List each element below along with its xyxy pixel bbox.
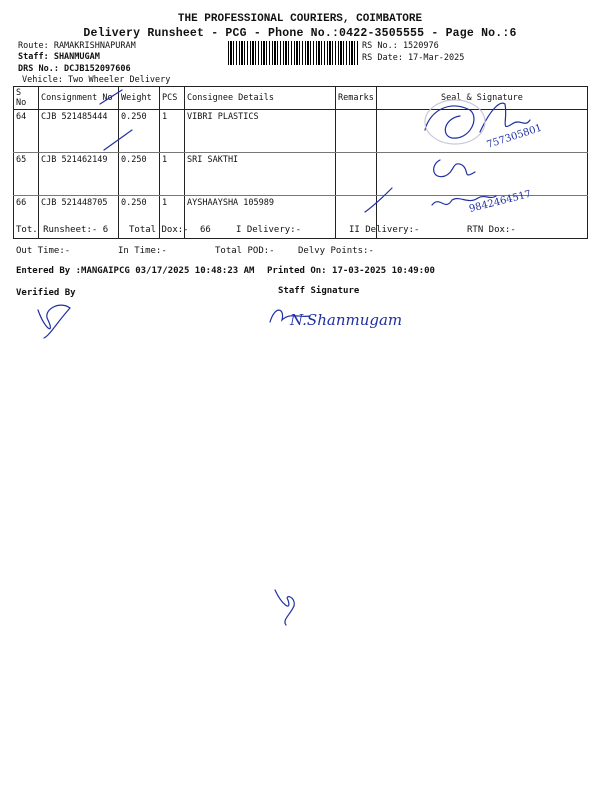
page-mark (275, 590, 294, 625)
cell-weight: 0.250 (119, 196, 160, 239)
col-consignment: Consignment No (39, 87, 119, 110)
cell-signature (376, 110, 587, 153)
rs-date: RS Date: 17-Mar-2025 (362, 53, 465, 63)
i-delivery: I Delivery:- (236, 225, 302, 235)
staff-signature-label: Staff Signature (278, 286, 360, 296)
runsheet-subtitle: Delivery Runsheet - PCG - Phone No.:0422-3505555 - Page No.:6 (83, 27, 517, 40)
table-row (14, 153, 588, 196)
cell-sno: 64 (14, 110, 39, 153)
verify-mark (38, 305, 70, 338)
cell-pcs: 1 (160, 110, 185, 153)
cell-weight: 0.250 (119, 110, 160, 153)
col-consignee: Consignee Details (185, 87, 336, 110)
rtn-dox: RTN Dox:- (467, 225, 516, 235)
barcode (228, 41, 358, 65)
ii-delivery: II Delivery:- (349, 225, 420, 235)
col-sno: S No (14, 87, 39, 110)
cell-weight: 0.250 (119, 153, 160, 196)
cell-remarks (336, 153, 377, 196)
row2-handwritten-note: 757305801 (485, 122, 544, 151)
cell-pcs: 1 (160, 196, 185, 239)
cell-consignee: AYSHAAYSHA 105989 (185, 196, 336, 239)
cell-pcs: 1 (160, 153, 185, 196)
runsheet-table (13, 86, 588, 239)
company-title: THE PROFESSIONAL COURIERS, COIMBATORE (177, 13, 423, 25)
total-pod: Total POD:- (215, 246, 275, 256)
total-dox-label: Total Dox:- (129, 225, 189, 235)
staff-label: Staff: SHANMUGAM (18, 52, 100, 62)
rs-number: RS No.: 1520976 (362, 41, 439, 51)
table-header-row (14, 87, 588, 110)
table-row (14, 110, 588, 153)
col-remarks: Remarks (336, 87, 377, 110)
col-pcs: PCS (160, 87, 185, 110)
delvy-points: Delvy Points:- (298, 246, 374, 256)
out-time: Out Time:- (16, 246, 71, 256)
entered-by: Entered By :MANGAIPCG 03/17/2025 10:48:23 AM (16, 266, 255, 276)
in-time: In Time:- (118, 246, 167, 256)
cell-consignment: CJB 521462149 (39, 153, 119, 196)
cell-sno: 66 (14, 196, 39, 239)
staff-signature-scribble (270, 310, 310, 322)
cell-remarks (336, 110, 377, 153)
tot-runsheet: Tot. Runsheet:- 6 (16, 225, 109, 235)
printed-on: Printed On: 17-03-2025 10:49:00 (267, 266, 435, 276)
cell-signature (376, 153, 587, 196)
staff-handwritten-signature: N.Shanmugam (290, 311, 403, 329)
route-label: Route: RAMAKRISHNAPURAM (18, 41, 136, 51)
cell-consignment: CJB 521485444 (39, 110, 119, 153)
row3-handwritten-note: 9842464517 (468, 188, 533, 215)
verified-by: Verified By (16, 288, 76, 298)
total-dox-value: 66 (200, 225, 211, 235)
vehicle-label: Vehicle: Two Wheeler Delivery (22, 75, 171, 85)
cell-consignee: SRI SAKTHI (185, 153, 336, 196)
cell-consignment: CJB 521448705 (39, 196, 119, 239)
cell-sno: 65 (14, 153, 39, 196)
col-seal-signature: Seal & Signature (376, 87, 587, 110)
drs-number: DRS No.: DCJB152097606 (18, 64, 131, 74)
cell-consignee: VIBRI PLASTICS (185, 110, 336, 153)
col-weight: Weight (119, 87, 160, 110)
